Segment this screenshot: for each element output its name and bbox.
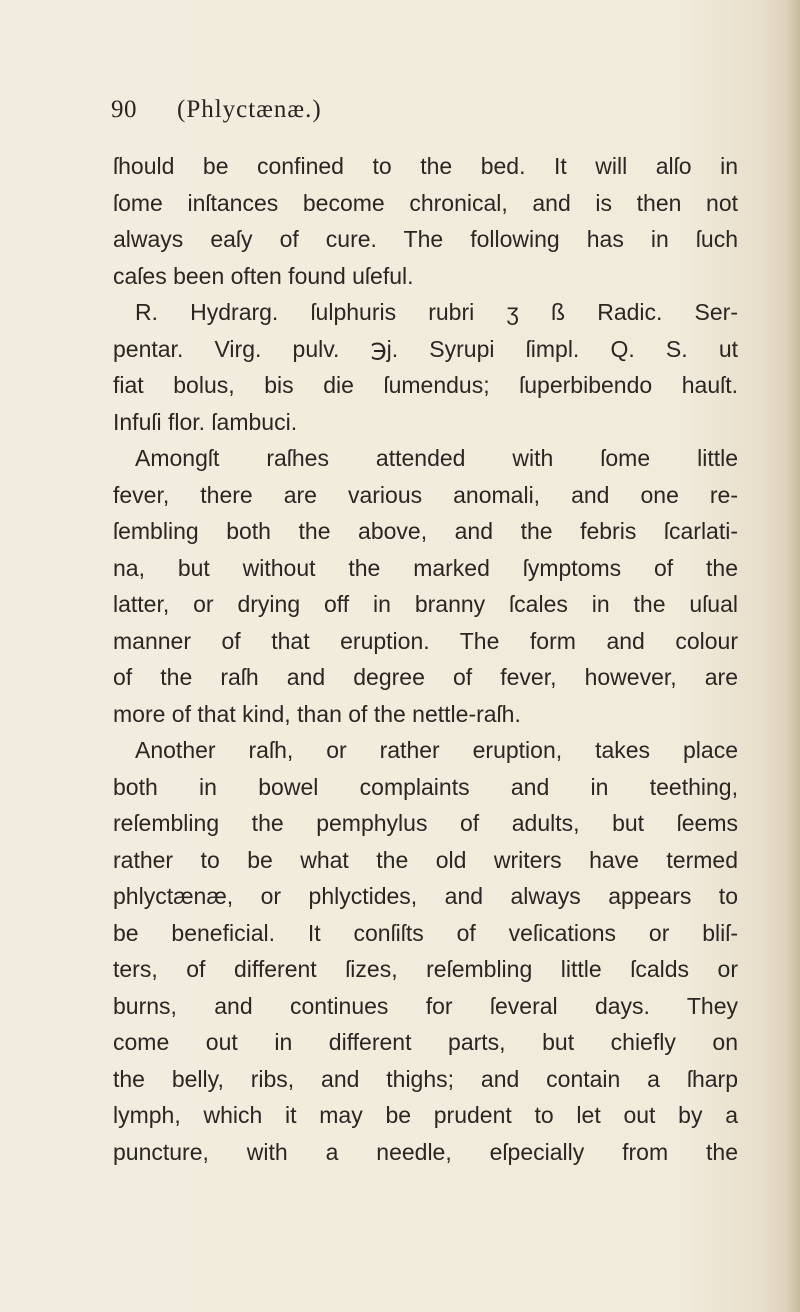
- running-head: (Phlyctænæ.): [177, 96, 322, 123]
- text-line: burns, and continues for ſeveral days. They: [113, 992, 738, 1019]
- text-line: caſes been often found uſeful.: [113, 262, 414, 289]
- text-line: fiat bolus, bis die ſumendus; ſuperbibendo hauſt.: [113, 372, 738, 398]
- text-line: of the raſh and degree of fever, however, are: [113, 664, 738, 690]
- text-line: ſome inſtances become chronical, and is then not: [113, 189, 738, 216]
- body-text: [113, 148, 738, 1170]
- text-line: Infuſi flor. ſambuci.: [113, 408, 298, 435]
- text-line: more of that kind, than of the nettle-raſh.: [113, 700, 521, 727]
- text-line: na, but without the marked ſymptoms of the: [113, 554, 738, 581]
- text-line: lymph, which it may be prudent to let out by a: [113, 1102, 738, 1128]
- text-line: R. Hydrarg. ſulphuris rubri ʒ ß Radic. Ser-: [135, 299, 738, 325]
- page-header: [111, 92, 711, 128]
- text-line: pentar. Virg. pulv. ℈j. Syrupi ſimpl. Q. S. ut: [113, 335, 738, 362]
- text-line: come out in different parts, but chiefly on: [113, 1029, 738, 1055]
- text-line: be beneficial. It conſiſts of veſications or bliſ-: [113, 919, 738, 946]
- text-line: ſembling both the above, and the febris ſcarlati-: [113, 518, 738, 544]
- text-line: manner of that eruption. The form and colour: [113, 627, 738, 654]
- text-line: Amongſt raſhes attended with ſome little: [135, 445, 738, 471]
- text-line: rather to be what the old writers have termed: [113, 846, 738, 873]
- page-number: 90: [111, 96, 137, 123]
- text-line: phlyctænæ, or phlyctides, and always appears to: [113, 883, 738, 909]
- page-edge-shadow: [786, 0, 800, 1312]
- text-line: the belly, ribs, and thighs; and contain a ſharp: [113, 1065, 738, 1092]
- text-line: ſhould be confined to the bed. It will alſo in: [113, 153, 738, 179]
- text-line: always eaſy of cure. The following has in ſuch: [113, 226, 738, 252]
- text-line: both in bowel complaints and in teething,: [113, 773, 738, 800]
- text-line: puncture, with a needle, eſpecially from the: [113, 1138, 738, 1165]
- text-line: reſembling the pemphylus of adults, but ſeems: [113, 810, 738, 836]
- text-line: ters, of different ſizes, reſembling little ſcalds or: [113, 956, 738, 982]
- text-line: latter, or drying off in branny ſcales in the uſual: [113, 591, 738, 617]
- text-line: Another raſh, or rather eruption, takes place: [135, 737, 738, 763]
- text-line: fever, there are various anomali, and one re-: [113, 481, 738, 508]
